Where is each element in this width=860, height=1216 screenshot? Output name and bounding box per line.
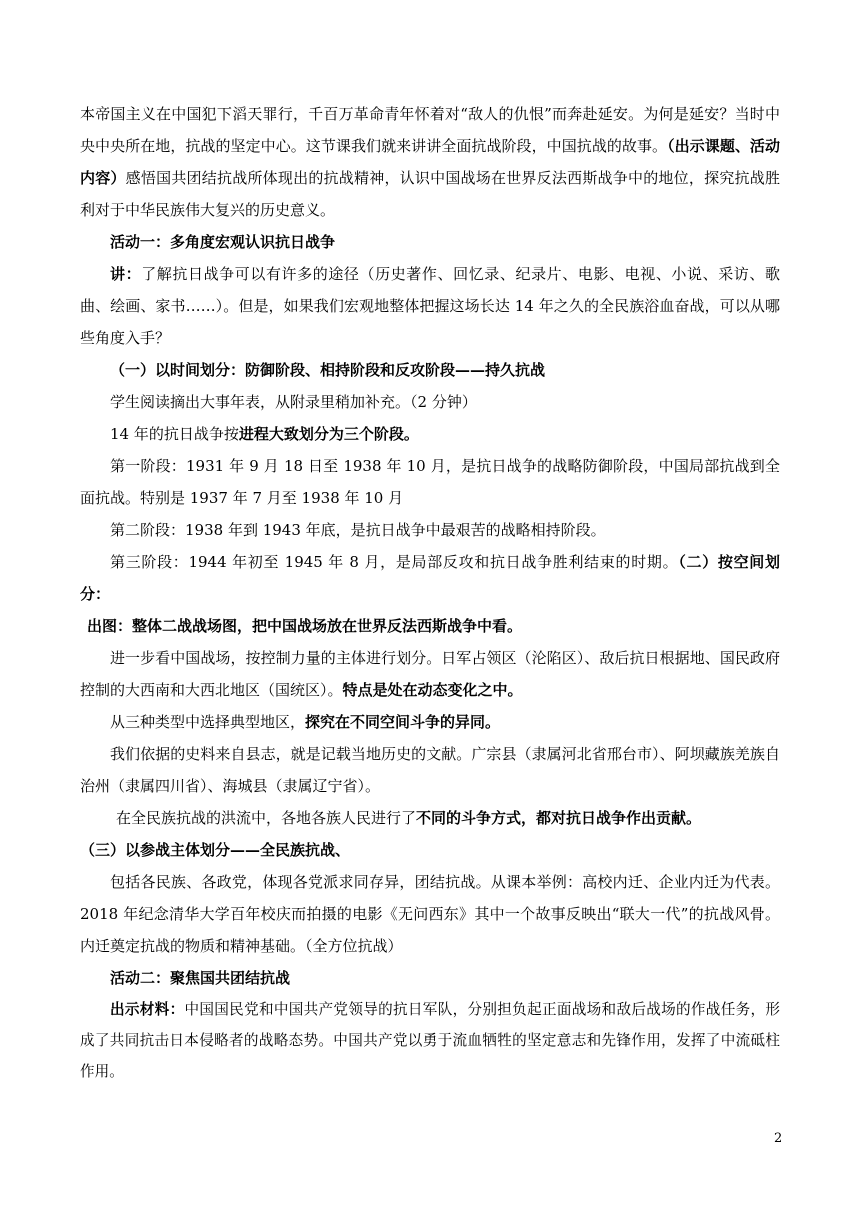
activity-2-heading: 活动二：聚焦国共团结抗战 [110,969,291,987]
paragraph-stage-2: 第二阶段：1938 年到 1943 年底，是抗日战争中最艰苦的战略相持阶段。 [110,521,606,539]
paragraph-county-records: 我们依据的史料来自县志，就是记载当地历史的文献。广宗县（隶属河北省邢台市）、阿坝藏族羌族自治州（隶属四川省）、海城县（隶属辽宁省）。 [80,745,780,795]
paragraph-struggle: 在全民族抗战的洪流中，各地各族人民进行了不同的斗争方式，都对抗日战争作出贡献。 [116,809,702,827]
page-number: 2 [774,1131,783,1146]
page-content [80,98,780,1087]
paragraph-stage-3: 第三阶段：1944 年初至 1945 年 8 月，是局部反攻和抗日战争胜利结束的时期。（二）按空间划分： [80,553,780,603]
paragraph-all-nation: 包括各民族、各政党，体现各党派求同存异，团结抗战。从课本举例：高校内迁、企业内迁为代表。2018 年纪念清华大学百年校庆而拍摄的电影《无问西东》其中一个故事反映出“联大一代”的抗战风骨。内迁奠定抗战的物质和精神基础。（全方位抗战） [80,873,780,955]
section-1-heading: （一）以时间划分：防御阶段、相持阶段和反攻阶段——持久抗战 [110,361,546,379]
paragraph-china-front: 进一步看中国战场，按控制力量的主体进行划分。日军占领区（沦陷区）、敌后抗日根据地、国民政府控制的大西南和大西北地区（国统区）。特点是处在动态变化之中。 [80,649,780,699]
paragraph-stage-1: 第一阶段：1931 年 9 月 18 日至 1938 年 10 月，是抗日战争的战略防御阶段，中国局部抗战到全面抗战。特别是 1937 年 7 月至 1938 年 10 月 [80,457,780,507]
paragraph-material: 出示材料：中国国民党和中国共产党领导的抗日军队，分别担负起正面战场和敌后战场的作战任务，形成了共同抗击日本侵略者的战略态势。中国共产党以勇于流血牺牲的坚定意志和先锋作用，发挥了中流砥柱作用。 [80,1001,780,1080]
paragraph-three-stages: 14 年的抗日战争按进程大致划分为三个阶段。 [110,425,419,443]
paragraph-intro: 本帝国主义在中国犯下滔天罪行，千百万革命青年怀着对“敌人的仇恨”而奔赴延安。为何是延安？当时中央中央所在地，抗战的坚定中心。这节课我们就来讲讲全面抗战阶段，中国抗战的故事。（出示课题、活动内容）感悟国共团结抗战所体现出的抗战精神，认识中国战场在世界反法西斯战争中的地位，探究抗战胜利对于中华民族伟大复兴的历史意义。 [80,105,780,219]
paragraph-typical-regions: 从三种类型中选择典型地区，探究在不同空间斗争的异同。 [110,713,501,731]
paragraph-lecture: 讲：了解抗日战争可以有许多的途径（历史著作、回忆录、纪录片、电影、电视、小说、采访、歌曲、绘画、家书……）。但是，如果我们宏观地整体把握这场长达 14 年之久的全民族浴血奋战，可以从哪些角度入手？ [80,265,780,347]
paragraph-reading: 学生阅读摘出大事年表，从附录里稍加补充。（2 分钟） [110,393,477,411]
paragraph-map: 出图：整体二战战场图，把中国战场放在世界反法西斯战争中看。 [87,617,523,635]
activity-1-heading: 活动一：多角度宏观认识抗日战争 [110,233,336,251]
section-3-heading: （三）以参战主体划分——全民族抗战、 [80,841,351,859]
